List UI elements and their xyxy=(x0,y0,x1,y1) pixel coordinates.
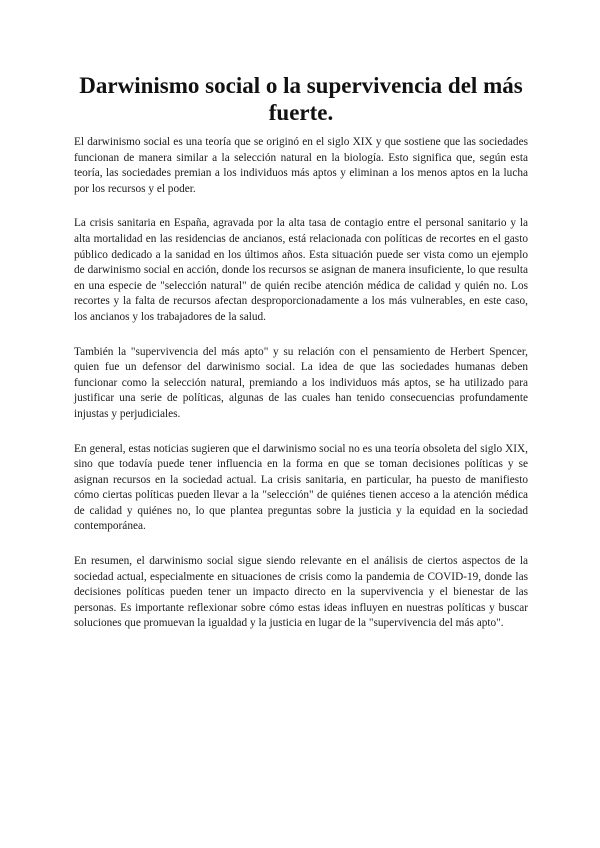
document-page xyxy=(74,72,528,651)
paragraph-summary: En resumen, el darwinismo social sigue siendo relevante en el análisis de ciertos aspectos de la sociedad actual, especialmente en situaciones de crisis como la pandemia de COVID-19, donde las decisiones políticas pueden tener un impacto directo en la supervivencia y el bienestar de las personas. Es importante reflexionar sobre cómo estas ideas influyen en nuestras políticas y buscar soluciones que promuevan la igualdad y la justicia en lugar de la "supervivencia del más apto". xyxy=(74,555,528,630)
paragraph-health-crisis: La crisis sanitaria en España, agravada por la alta tasa de contagio entre el personal sanitario y la alta mortalidad en las residencias de ancianos, está relacionada con políticas de recortes en el gasto público dedicado a la sanidad en los últimos años. Esta situación puede ser vista como un ejemplo de darwinismo social en acción, donde los recursos se asignan de manera insuficiente, lo que resulta en una especie de "selección natural" de quién recibe atención médica de calidad y quién no. Los recortes y la falta de recursos afectan desproporcionadamente a los más vulnerables, en este caso, los ancianos y los trabajadores de la salud. xyxy=(74,217,528,323)
paragraph-spencer: También la "supervivencia del más apto" y su relación con el pensamiento de Herbert Spencer, quien fue un defensor del darwinismo social. La idea de que las sociedades humanas deben funcionar como la selección natural, premiando a los individuos más aptos, se ha utilizado para justificar una serie de políticas, algunas de las cuales han tenido consecuencias profundamente injustas y perjudiciales. xyxy=(74,345,528,420)
paragraph-general: En general, estas noticias sugieren que el darwinismo social no es una teoría obsoleta del siglo XIX, sino que todavía puede tener influencia en la forma en que se toman decisiones políticas y se asignan recursos en la sociedad actual. La crisis sanitaria, en particular, ha puesto de manifiesto cómo ciertas políticas pueden llevar a la "selección" de quiénes tienen acceso a la atención médica de calidad y quiénes no, lo que plantea preguntas sobre la justicia y la equidad en la sociedad contemporánea. xyxy=(74,442,528,533)
paragraph-intro: El darwinismo social es una teoría que se originó en el siglo XIX y que sostiene que las sociedades funcionan de manera similar a la selección natural en la biología. Esto significa que, según esta teoría, las sociedades premian a los individuos más aptos y eliminan a los menos aptos en la lucha por los recursos y el poder. xyxy=(74,136,528,195)
page-title: Darwinismo social o la supervivencia del más fuerte. xyxy=(79,73,523,125)
